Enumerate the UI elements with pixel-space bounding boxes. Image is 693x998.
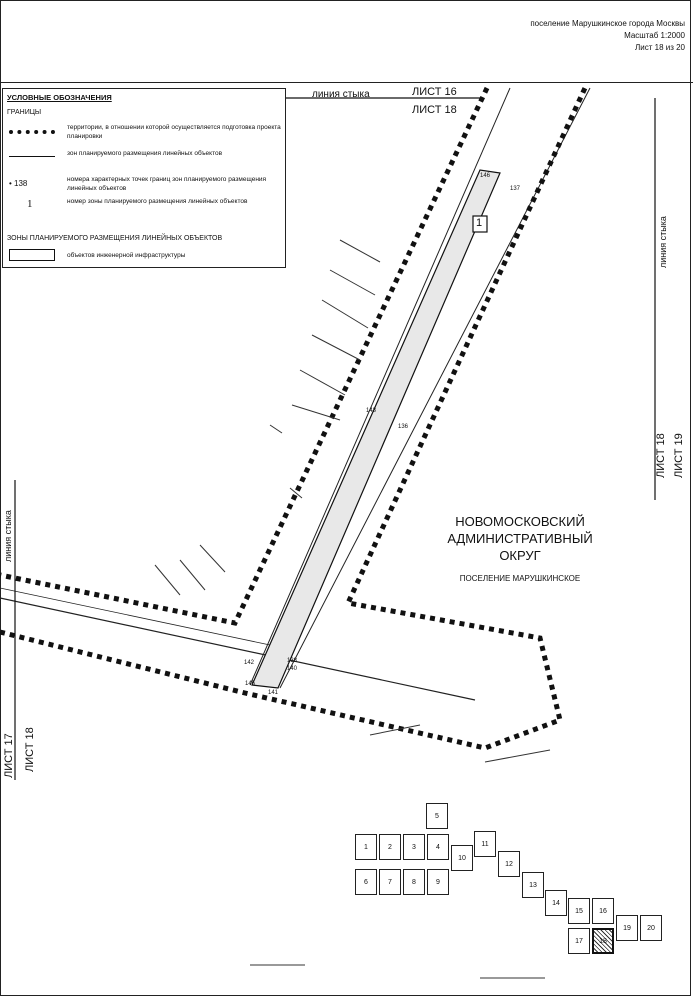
point-symbol: • 138 [9,179,28,188]
point-label: 146 [480,173,491,179]
point-label: 143 [366,408,377,414]
point-label: 142 [244,660,255,666]
sheet-16-label: ЛИСТ 16 [412,86,457,98]
joint-line-label-right: линия стыка [658,216,668,268]
sheet-18-label-top: ЛИСТ 18 [412,104,457,116]
legend-item-text: зон планируемого размещения линейных объектов [67,150,223,157]
index-cell: 16 [592,898,614,924]
road-line-2 [0,588,270,645]
index-cell-current: 18 [592,928,614,954]
index-cell: 4 [427,834,449,860]
index-cell: 7 [379,869,401,895]
index-cell: 13 [522,872,544,898]
point-label: 140 [287,666,298,672]
index-cell: 17 [568,928,590,954]
zone-number-symbol: 1 [27,198,33,210]
index-cell: 3 [403,834,425,860]
sheet-18-label-right: ЛИСТ 18 [655,433,667,478]
terrain-hatches [155,240,550,978]
district-line-2: АДМИНИСТРАТИВНЫЙ [447,531,593,546]
legend-item-engineering [7,249,283,263]
header-sheet-number: Лист 18 из 20 [635,43,685,52]
index-cell: 19 [616,915,638,941]
index-cell: 14 [545,890,567,916]
legend-title: УСЛОВНЫЕ ОБОЗНАЧЕНИЯ [7,93,112,102]
header-scale: Масштаб 1:2000 [624,31,685,40]
index-cell: 15 [568,898,590,924]
legend-item-territory [7,123,283,143]
legend-item-zone-boundary [7,149,283,169]
index-cell: 1 [355,834,377,860]
index-cell: 6 [355,869,377,895]
district-line-1: НОВОМОСКОВСКИЙ [455,514,585,529]
district-line-3: ОКРУГ [499,548,541,563]
solid-line-symbol [9,156,55,157]
header-line-1: поселение Марушкинское города Москвы [530,19,685,28]
joint-line-label-top: линия стыка [312,89,370,100]
index-cell: 11 [474,831,496,857]
zone-number-label: 1 [476,217,483,229]
dotted-line-symbol [9,130,55,134]
joint-line-label-left: линия стыка [3,510,13,562]
legend-item-text: территории, в отношении которой осуществляется подготовка проекта планировки [67,124,281,140]
zone-polygon [252,170,500,688]
sheet-17-label-left: ЛИСТ 17 [3,733,15,778]
legend-boundaries-heading: ГРАНИЦЫ [7,109,42,116]
index-cell: 2 [379,834,401,860]
index-cell: 20 [640,915,662,941]
index-cell: 8 [403,869,425,895]
point-label: 136 [398,424,409,430]
zone-rect-symbol [9,249,55,261]
settlement-label: ПОСЕЛЕНИЕ МАРУШКИНСКОЕ [459,574,581,583]
point-label: 138 [287,658,298,664]
legend-item-point-numbers [7,175,283,195]
legend-item-zone-number [7,197,283,217]
legend-item-text: номер зоны планируемого размещения линейных объектов [67,198,248,205]
index-cell: 9 [427,869,449,895]
legend-zones-heading: ЗОНЫ ПЛАНИРУЕМОГО РАЗМЕЩЕНИЯ ЛИНЕЙНЫХ ОБЪЕКТОВ [7,235,223,242]
point-label: 145 [245,681,256,687]
index-cell: 10 [451,845,473,871]
index-cell: 5 [426,803,448,829]
sheet-19-label-right: ЛИСТ 19 [673,433,685,478]
legend-item-text: номера характерных точек границ зон планируемого размещения линейных объектов [67,176,267,192]
district-label [415,513,625,587]
point-label: 141 [268,690,279,696]
index-cell: 12 [498,851,520,877]
corridor-edge-right [280,88,590,688]
point-label: 137 [510,186,521,192]
corridor-edge-left [250,88,510,685]
legend [2,88,286,268]
legend-item-text: объектов инженерной инфраструктуры [67,252,186,259]
sheet-18-label-left: ЛИСТ 18 [24,727,36,772]
